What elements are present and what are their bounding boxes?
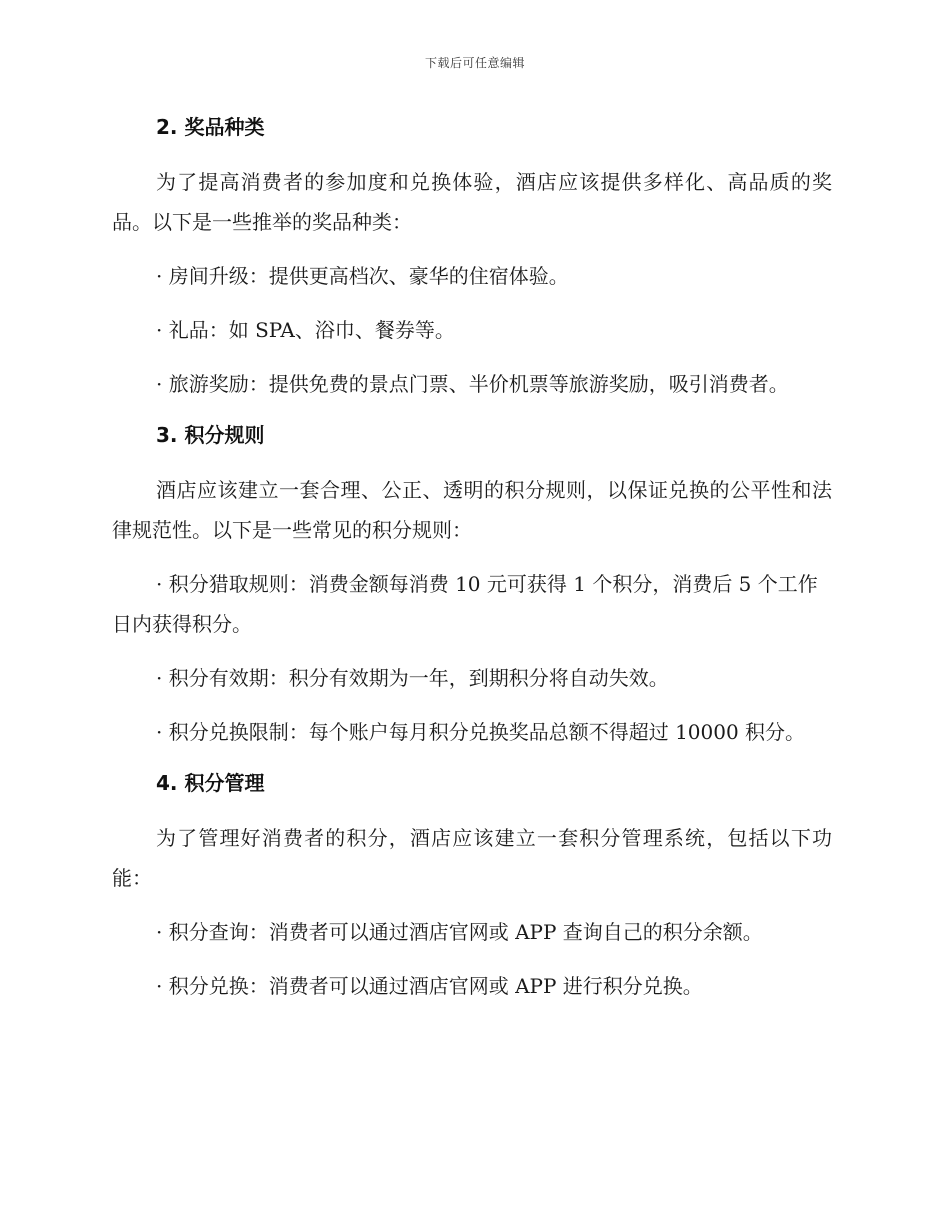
section-intro: 为了管理好消费者的积分，酒店应该建立一套积分管理系统，包括以下功能： [112,826,832,890]
list-item: · 积分查询：消费者可以通过酒店官网或 APP 查询自己的积分余额。 [156,920,763,944]
list-item: · 房间升级：提供更高档次、豪华的住宿体验。 [156,264,569,288]
section-intro: 为了提高消费者的参加度和兑换体验，酒店应该提供多样化、高品质的奖品。以下是一些推举的奖品种类： [112,170,832,234]
list-item: · 积分兑换：消费者可以通过酒店官网或 APP 进行积分兑换。 [156,974,703,998]
section-heading: 2. 奖品种类 [156,115,265,139]
list-item: · 积分兑换限制：每个账户每月积分兑换奖品总额不得超过 10000 积分。 [156,720,806,744]
section-intro: 酒店应该建立一套合理、公正、透明的积分规则，以保证兑换的公平性和法律规范性。以下是一些常见的积分规则： [112,478,832,542]
list-item: · 旅游奖励：提供免费的景点门票、半价机票等旅游奖励，吸引消费者。 [156,372,789,396]
list-item: · 积分有效期：积分有效期为一年，到期积分将自动失效。 [156,666,669,690]
list-item: · 礼品：如 SPA、浴巾、餐券等。 [156,318,455,342]
section-prize-types [112,110,832,404]
section-heading: 4. 积分管理 [156,771,265,795]
list-item: · 积分猎取规则：消费金额每消费 10 元可获得 1 个积分，消费后 5 个工作日内获得积分。 [112,572,818,636]
section-heading: 3. 积分规则 [156,423,265,447]
document-body [112,110,832,1020]
section-points-management [112,766,832,1006]
section-points-rules [112,418,832,752]
header-note: 下载后可任意编辑 [424,56,525,70]
